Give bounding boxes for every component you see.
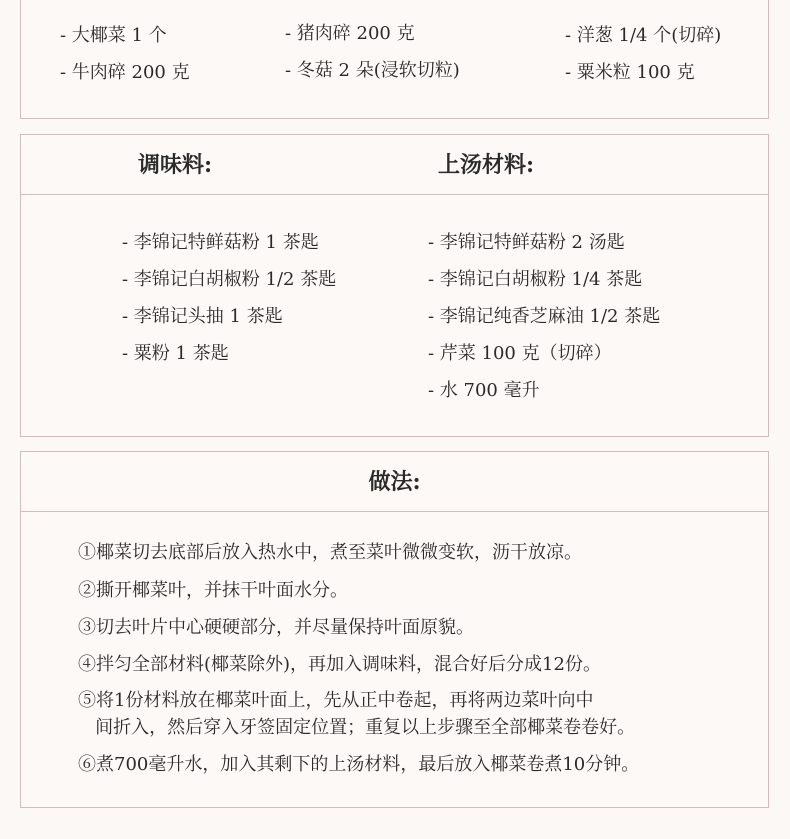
ingredient-item: - 冬菇 2 朵(浸软切粒)	[285, 60, 460, 81]
seasoning-header	[21, 135, 768, 195]
method-title: 做法:	[368, 469, 421, 495]
seasoning-item: - 粟粉 1 茶匙	[122, 343, 229, 364]
soup-title: 上汤材料:	[438, 152, 535, 178]
seasoning-title: 调味料:	[138, 152, 213, 178]
seasoning-item: - 李锦记特鲜菇粉 1 茶匙	[122, 232, 319, 253]
ingredient-item: - 猪肉碎 200 克	[285, 23, 415, 44]
soup-item: - 李锦记白胡椒粉 1/4 茶匙	[428, 269, 643, 290]
ingredient-item: - 洋葱 1/4 个(切碎)	[565, 25, 722, 46]
seasoning-item: - 李锦记白胡椒粉 1/2 茶匙	[122, 269, 337, 290]
method-header	[21, 452, 768, 512]
method-step: ④拌匀全部材料(椰菜除外)，再加入调味料，混合好后分成12份。	[78, 654, 601, 675]
soup-item: - 水 700 毫升	[428, 380, 540, 401]
soup-item: - 李锦记特鲜菇粉 2 汤匙	[428, 232, 625, 253]
ingredient-item: - 大椰菜 1 个	[60, 25, 167, 46]
method-step: ②撕开椰菜叶，并抹干叶面水分。	[78, 580, 348, 601]
ingredients-section	[20, 0, 769, 119]
method-step: ⑥煮700毫升水，加入其剩下的上汤材料，最后放入椰菜卷煮10分钟。	[78, 754, 640, 775]
method-section	[20, 451, 769, 808]
ingredient-item: - 粟米粒 100 克	[565, 62, 695, 83]
method-step: ⑤将1份材料放在椰菜叶面上，先从正中卷起，再将两边菜叶向中 间折入，然后穿入牙签固定位置；重复以上步骤至全部椰菜卷卷好。	[78, 690, 636, 738]
method-step: ①椰菜切去底部后放入热水中，煮至菜叶微微变软，沥干放凉。	[78, 542, 582, 563]
seasoning-section	[20, 134, 769, 437]
soup-item: - 李锦记纯香芝麻油 1/2 茶匙	[428, 306, 661, 327]
soup-item: - 芹菜 100 克（切碎）	[428, 343, 612, 364]
seasoning-item: - 李锦记头抽 1 茶匙	[122, 306, 283, 327]
ingredient-item: - 牛肉碎 200 克	[60, 62, 190, 83]
method-step: ③切去叶片中心硬硬部分，并尽量保持叶面原貌。	[78, 617, 474, 638]
